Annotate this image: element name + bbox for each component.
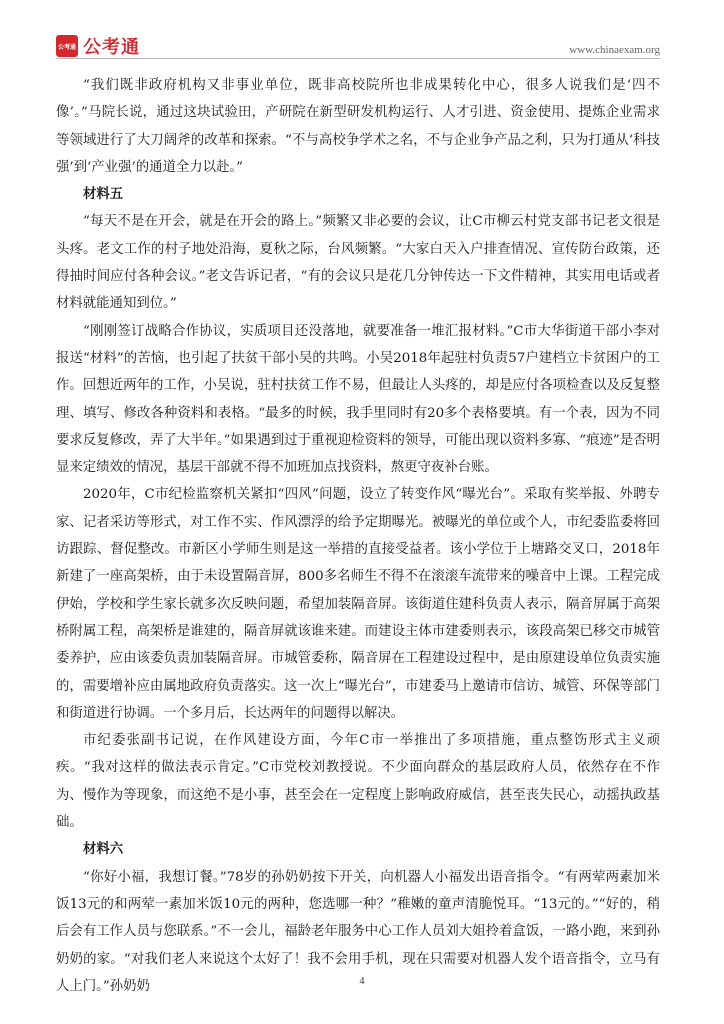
paragraph: “刚刚签订战略合作协议，实质项目还没落地，就要准备一堆汇报材料。”C市大华街道干部小李对报送“材料”的苦恼，也引起了扶贫干部小吴的共鸣。小吴2018年起驻村负责57户建档立卡贫困户的工作。回想近两年的工作，小吴说，驻村扶贫工作不易，但最让人头疼的，却是应付各项检查以及反复整理、填写、修改各种资料和表格。“最多的时候，我手里同时有20多个表格要填。有一个表，因为不同要求反复修改，弄了大半年。”如果遇到过于重视迎检资料的领导，可能出现以资料多寡、“痕迹”是否明显来定绩效的情况，基层干部就不得不加班加点找资料，熬更守夜补台账。 bbox=[56, 323, 660, 476]
logo bbox=[56, 33, 140, 59]
paragraph: 2020年，C市纪检监察机关紧扣“四风”问题，设立了转变作风“曝光台”。采取有奖举报、外聘专家、记者采访等形式，对工作不实、作风漂浮的给予定期曝光。被曝光的单位或个人，市纪委监委将回访跟踪、督促整改。市新区小学师生则是这一举措的直接受益者。该小学位于上塘路交叉口，2018年新建了一座高架桥，由于未设置隔音屏，800多名师生不得不在滚滚车流带来的噪音中上课。工程完成伊始，学校和学生家长就多次反映问题，希望加装隔音屏。该街道住建科负责人表示，隔音屏属于高架桥附属工程，高架桥是谁建的，隔音屏就该谁来建。而建设主体市建委则表示，该段高架已移交市城管委养护，应由该委负责加装隔音屏。市城管委称，隔音屏在工程建设过程中，是由原建设单位负责实施的，需要增补应由属地政府负责落实。这一次上“曝光台”，市建委马上邀请市信访、城管、环保等部门和街道进行协调。一个多月后，长达两年的问题得以解决。 bbox=[56, 487, 660, 721]
paragraph: 市纪委张副书记说，在作风建设方面，今年C市一举推出了多项措施，重点整饬形式主义顽疾。“我对这样的做法表示肯定。”C市党校刘教授说。不少面向群众的基层政府人员，依然存在不作为、慢作为等现象，而这绝不是小事，甚至会在一定程度上影响政府威信，甚至丧失民心，动摇执政基础。 bbox=[56, 733, 660, 831]
logo-badge: 公考通 bbox=[56, 35, 78, 57]
section-heading-5: 材料五 bbox=[83, 187, 124, 203]
header-divider bbox=[56, 58, 660, 59]
logo-text: 公考通 bbox=[83, 37, 140, 58]
paragraph: “每天不是在开会，就是在开会的路上。”频繁又非必要的会议，让C市柳云村党支部书记老文很是头疼。老文工作的村子地处沿海，夏秋之际，台风频繁。“大家白天入户排查情况、宣传防台政策，还得抽时间应付各种会议。”老文告诉记者，“有的会议只是花几分钟传达一下文件精神，其实用电话或者材料就能通知到位。” bbox=[56, 214, 660, 312]
page-number: 4 bbox=[359, 976, 365, 987]
paragraph: “我们既非政府机构又非事业单位，既非高校院所也非成果转化中心，很多人说我们是‘四不像’。”马院长说，通过这块试验田，产研院在新型研发机构运行、人才引进、资金使用、提炼企业需求等领域进行了大刀阔斧的改革和探索。“不与高校争学术之名，不与企业争产品之利，只为打通从‘科技强’到‘产业强’的通道全力以赴。” bbox=[56, 78, 660, 175]
section-heading-6: 材料六 bbox=[83, 842, 124, 858]
paragraph: “你好小福，我想订餐。”78岁的孙奶奶按下开关，向机器人小福发出语音指令。“有两荤两素加米饭13元的和两荤一素加米饭10元的两种，您选哪一种？”稚嫩的童声清脆悦耳。“13元的。”“好的，稍后会有工作人员与您联系。”不一会儿，福龄老年服务中心工作人员刘大姐拎着盒饭，一路小跑，来到孙奶奶的家。“对我们老人来说这个太好了！我不会用手机，现在只需要对机器人发个语音指令，立马有人上门。”孙奶奶 bbox=[56, 869, 660, 994]
document-body bbox=[56, 72, 660, 1000]
site-url: www.chinaexam.org bbox=[569, 44, 660, 56]
page-header bbox=[0, 0, 724, 60]
